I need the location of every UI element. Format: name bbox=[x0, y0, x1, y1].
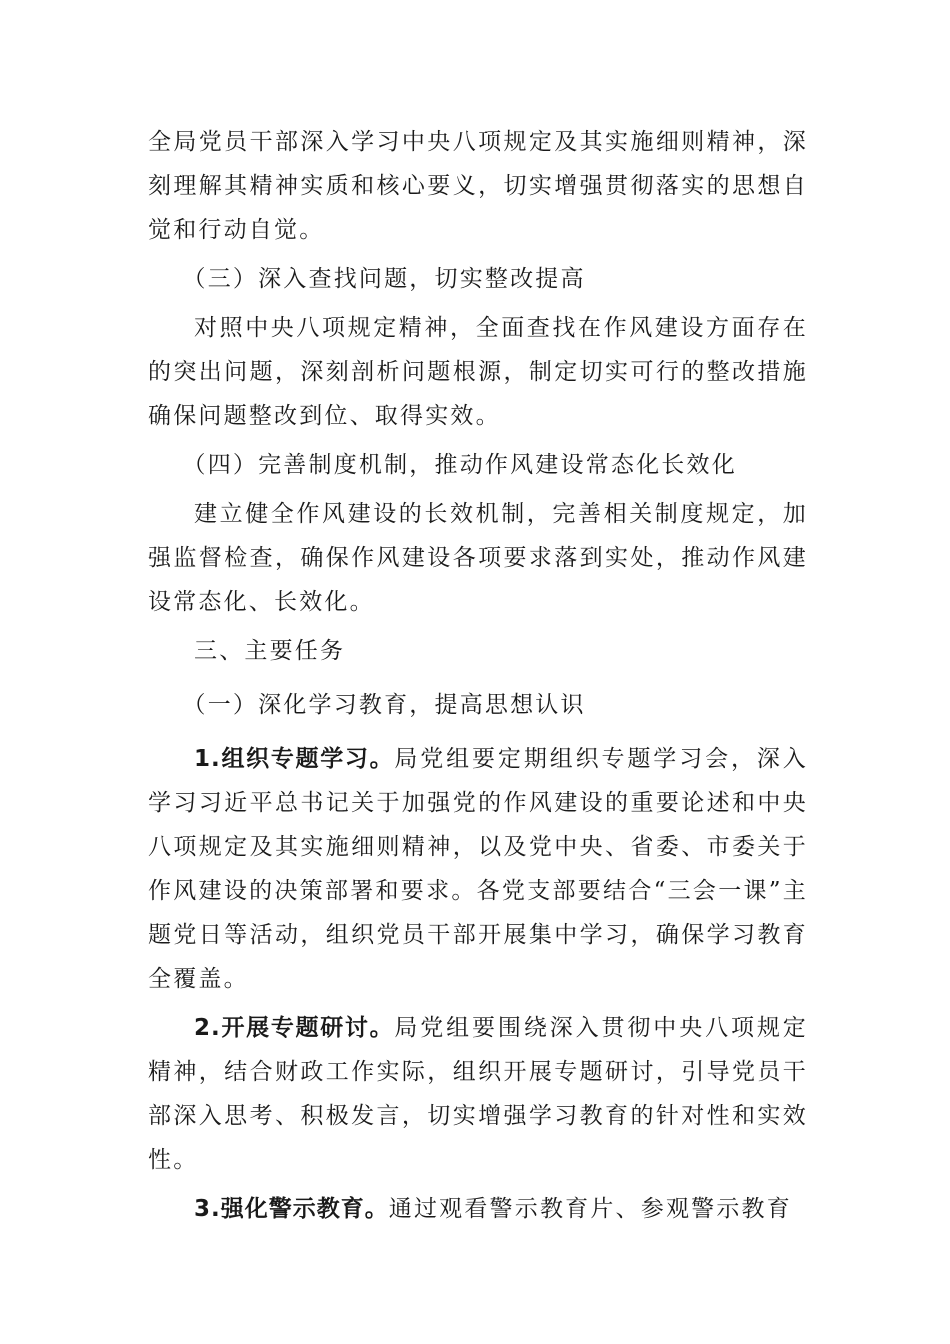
part-3-heading: 三、主要任务 bbox=[194, 638, 346, 664]
document-page bbox=[148, 120, 808, 1231]
task-item-2-lead: 2.开展专题研讨。 bbox=[194, 1015, 395, 1041]
section-4-body: 建立健全作风建设的长效机制，完善相关制度规定，加强监督检查，确保作风建设各项要求落到实处，推动作风建设常态化、长效化。 bbox=[148, 501, 808, 615]
task-item-1 bbox=[148, 737, 808, 1001]
task-item-3 bbox=[148, 1187, 808, 1231]
section-4-heading: （四）完善制度机制，推动作风建设常态化长效化 bbox=[182, 452, 737, 478]
task-item-1-lead: 1.组织专题学习。 bbox=[194, 746, 395, 772]
intro-continuation-paragraph: 全局党员干部深入学习中央八项规定及其实施细则精神，深刻理解其精神实质和核心要义，切实增强贯彻落实的思想自觉和行动自觉。 bbox=[148, 129, 808, 243]
task-item-3-lead: 3.强化警示教育。 bbox=[194, 1196, 389, 1222]
task-item-2 bbox=[148, 1006, 808, 1182]
task-item-1-body: 局党组要定期组织专题学习会，深入学习习近平总书记关于加强党的作风建设的重要论述和中央八项规定及其实施细则精神，以及党中央、省委、市委关于作风建设的决策部署和要求。各党支部要结合“三会一课”主题党日等活动，组织党员干部开展集中学习，确保学习教育全覆盖。 bbox=[148, 746, 808, 992]
task-item-2-body: 局党组要围绕深入贯彻中央八项规定精神，结合财政工作实际，组织开展专题研讨，引导党员干部深入思考、积极发言，切实增强学习教育的针对性和实效性。 bbox=[148, 1015, 808, 1173]
section-3-body: 对照中央八项规定精神，全面查找在作风建设方面存在的突出问题，深刻剖析问题根源，制定切实可行的整改措施确保问题整改到位、取得实效。 bbox=[148, 315, 808, 429]
part-3-sub-1-heading: （一）深化学习教育，提高思想认识 bbox=[182, 692, 586, 718]
section-3-heading: （三）深入查找问题，切实整改提高 bbox=[182, 266, 586, 292]
task-item-3-body: 通过观看警示教育片、参观警示教育 bbox=[388, 1196, 792, 1222]
